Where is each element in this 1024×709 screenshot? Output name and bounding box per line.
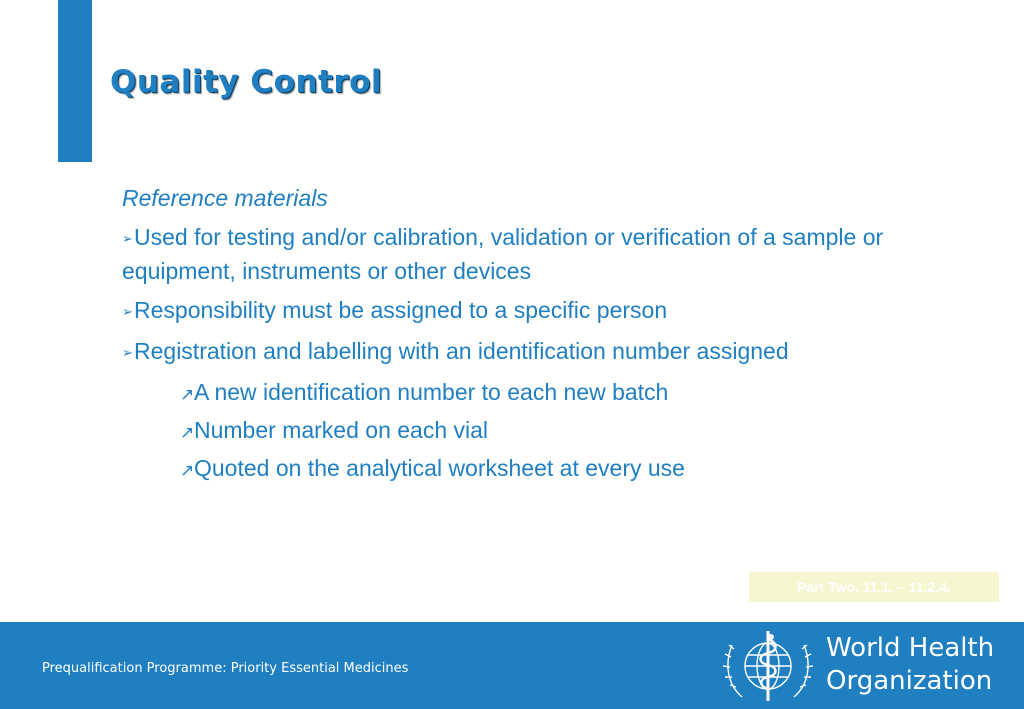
- sub-bullet-item: [180, 414, 912, 449]
- sub-bullet-item: [180, 452, 912, 487]
- sub-bullet-text: Number marked on each vial: [194, 417, 489, 443]
- north-east-arrow-icon: ↗: [180, 461, 195, 480]
- who-emblem-icon: [720, 625, 816, 707]
- bullet-text: Used for testing and/or calibration, validation or verification of a sample or equipment, instruments or other devices: [122, 224, 884, 284]
- arrowhead-icon: ➢: [122, 345, 133, 360]
- title-accent-bar: [58, 0, 92, 162]
- sub-bullet-text: A new identification number to each new batch: [194, 379, 669, 405]
- programme-name: Prequalification Programme: Priority Essential Medicines: [42, 661, 409, 676]
- organization-name: [826, 632, 994, 698]
- bullet-item: [122, 294, 912, 328]
- sub-bullet-item: [180, 376, 912, 411]
- sub-bullet-text: Quoted on the analytical worksheet at every use: [194, 455, 685, 481]
- slide-content: [122, 182, 912, 490]
- bullet-text: Registration and labelling with an identification number assigned: [134, 338, 789, 364]
- slide-title: Quality Control: [110, 64, 383, 100]
- north-east-arrow-icon: ↗: [180, 423, 195, 442]
- section-reference: Part Two. 11.1. – 11.2.4.: [749, 572, 999, 602]
- bullet-item: [122, 335, 912, 369]
- arrowhead-icon: ➢: [122, 304, 133, 319]
- arrowhead-icon: ➢: [122, 231, 133, 246]
- north-east-arrow-icon: ↗: [180, 385, 195, 404]
- subheading: Reference materials: [122, 185, 328, 211]
- organization-name-line1: World Health: [826, 633, 995, 663]
- organization-name-line2: Organization: [826, 666, 993, 696]
- footer-bar: [0, 622, 1024, 709]
- bullet-text: Responsibility must be assigned to a specific person: [134, 297, 668, 323]
- bullet-item: [122, 221, 912, 287]
